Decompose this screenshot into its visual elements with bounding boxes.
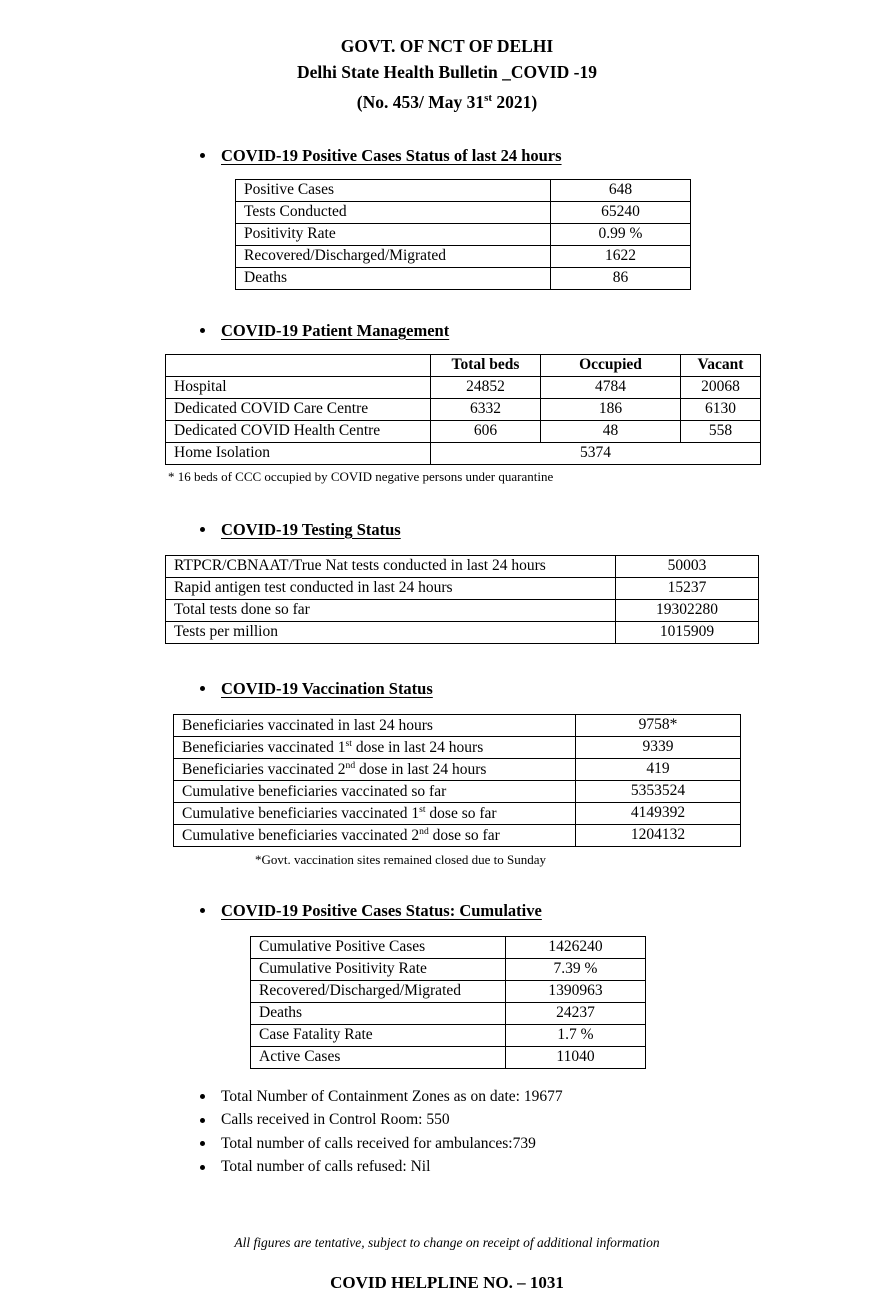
section-positive-cases-24h [0,145,894,290]
row-value: 15237 [616,577,759,599]
row-label: Deaths [236,267,551,289]
table-row [166,621,759,643]
table-row [166,376,761,398]
row-label: Dedicated COVID Health Centre [166,420,431,442]
row-value: 1390963 [506,980,646,1002]
row-label: Beneficiaries vaccinated 1st dose in last 24 hours [174,736,576,758]
occupied-value: 4784 [541,376,681,398]
disclaimer-text: All figures are tentative, subject to change on receipt of additional information [234,1234,660,1250]
bullet-icon [200,328,205,333]
bullet-item [200,1108,894,1132]
bullet-icon [200,1165,205,1170]
column-header: Total beds [431,354,541,376]
table-row [166,599,759,621]
row-value: 7.39 % [506,958,646,980]
row-label: Positivity Rate [236,223,551,245]
table-row [251,1024,646,1046]
summary-bullet-list [200,1085,894,1179]
bullet-text: Total number of calls refused: Nil [221,1158,431,1176]
row-value: 24237 [506,1002,646,1024]
column-header: Occupied [541,354,681,376]
table-header-row [166,354,761,376]
table-cumulative-status [250,936,646,1069]
row-label: Cumulative beneficiaries vaccinated so far [174,780,576,802]
bullet-item [200,1155,894,1179]
row-label: Beneficiaries vaccinated 2nd dose in last 24 hours [174,758,576,780]
table-row [174,780,741,802]
section-heading-cumulative [200,900,894,922]
table-row [174,736,741,758]
bullet-icon [200,686,205,691]
document-header [0,33,894,115]
table-positive-cases-24h [235,179,691,290]
total-beds-value: 6332 [431,398,541,420]
section-patient-management [0,320,894,485]
row-value: 648 [551,179,691,201]
ccc-footnote: * 16 beds of CCC occupied by COVID negative persons under quarantine [168,468,554,484]
row-value: 0.99 % [551,223,691,245]
vaccination-footnote: *Govt. vaccination sites remained closed due to Sunday [255,851,546,867]
table-row-home-isolation [166,442,761,464]
vacant-value: 6130 [681,398,761,420]
row-value: 9758* [576,714,741,736]
row-label: Cumulative Positive Cases [251,936,506,958]
section-title: COVID-19 Positive Cases Status: Cumulative [221,900,542,920]
row-value: 1015909 [616,621,759,643]
row-value: 65240 [551,201,691,223]
section-testing-status [0,519,894,644]
bullet-text: Total Number of Containment Zones as on date: 19677 [221,1087,563,1105]
govt-title: GOVT. OF NCT OF DELHI [340,36,554,56]
bulletin-number-ordinal: st [484,92,492,104]
section-title: COVID-19 Testing Status [221,519,401,539]
table-row [236,201,691,223]
total-beds-value: 606 [431,420,541,442]
row-value: 11040 [506,1046,646,1068]
section-heading-positive-24h [200,145,894,167]
bulletin-number-post: 2021) [492,91,538,112]
bulletin-number [0,85,894,115]
row-label: Deaths [251,1002,506,1024]
row-value: 1622 [551,245,691,267]
table-row [166,577,759,599]
table-row [174,802,741,824]
section-heading-patient-management [200,320,894,342]
table-row [251,936,646,958]
row-label: Recovered/Discharged/Migrated [251,980,506,1002]
table-row [174,824,741,846]
row-label: Cumulative beneficiaries vaccinated 1st dose so far [174,802,576,824]
row-label: Tests per million [166,621,616,643]
bullet-icon [200,153,205,158]
table-row [174,714,741,736]
occupied-value: 186 [541,398,681,420]
bullet-icon [200,1118,205,1123]
table-row [251,1002,646,1024]
table-row [236,223,691,245]
bullet-text: Calls received in Control Room: 550 [221,1111,450,1129]
row-label: Active Cases [251,1046,506,1068]
row-label: Beneficiaries vaccinated in last 24 hours [174,714,576,736]
row-value: 50003 [616,555,759,577]
home-isolation-value: 5374 [431,442,761,464]
row-value: 419 [576,758,741,780]
table-row [166,555,759,577]
column-header: Vacant [681,354,761,376]
bullet-item [200,1085,894,1109]
section-title: COVID-19 Vaccination Status [221,678,433,698]
table-row [174,758,741,780]
table-row [251,1046,646,1068]
table-row [251,958,646,980]
row-label: Cumulative Positivity Rate [251,958,506,980]
occupied-value: 48 [541,420,681,442]
bullet-text: Total number of calls received for ambulances:739 [221,1134,536,1152]
bullet-icon [200,1141,205,1146]
table-testing-status [165,555,759,644]
bullet-item [200,1132,894,1156]
row-label: Dedicated COVID Care Centre [166,398,431,420]
row-value: 86 [551,267,691,289]
row-label: Rapid antigen test conducted in last 24 hours [166,577,616,599]
row-label: Recovered/Discharged/Migrated [236,245,551,267]
section-title: COVID-19 Positive Cases Status of last 24 hours [221,145,562,165]
row-value: 1426240 [506,936,646,958]
table-row [236,179,691,201]
row-label: Total tests done so far [166,599,616,621]
empty-header-cell [166,354,431,376]
row-label: Home Isolation [166,442,431,464]
section-title: COVID-19 Patient Management [221,320,450,340]
bullet-icon [200,908,205,913]
section-cumulative-status [0,900,894,1069]
section-vaccination-status [0,678,894,868]
total-beds-value: 24852 [431,376,541,398]
table-row [236,267,691,289]
row-label: Cumulative beneficiaries vaccinated 2nd dose so far [174,824,576,846]
row-value: 4149392 [576,802,741,824]
table-vaccination-status [173,714,741,847]
table-row [166,420,761,442]
bullet-icon [200,527,205,532]
table-row [251,980,646,1002]
row-label: Case Fatality Rate [251,1024,506,1046]
bulletin-number-pre: (No. 453/ May 31 [356,91,485,112]
row-label: Hospital [166,376,431,398]
vacant-value: 20068 [681,376,761,398]
vacant-value: 558 [681,420,761,442]
table-patient-management [165,354,761,465]
bulletin-title: Delhi State Health Bulletin _COVID -19 [297,62,597,82]
helpline-text: COVID HELPLINE NO. – 1031 [330,1272,564,1292]
row-label: RTPCR/CBNAAT/True Nat tests conducted in last 24 hours [166,555,616,577]
bullet-icon [200,1094,205,1099]
section-heading-vaccination [200,678,894,700]
row-label: Positive Cases [236,179,551,201]
table-row [236,245,691,267]
row-label: Tests Conducted [236,201,551,223]
row-value: 1.7 % [506,1024,646,1046]
section-heading-testing [200,519,894,541]
row-value: 9339 [576,736,741,758]
row-value: 1204132 [576,824,741,846]
table-row [166,398,761,420]
row-value: 19302280 [616,599,759,621]
row-value: 5353524 [576,780,741,802]
